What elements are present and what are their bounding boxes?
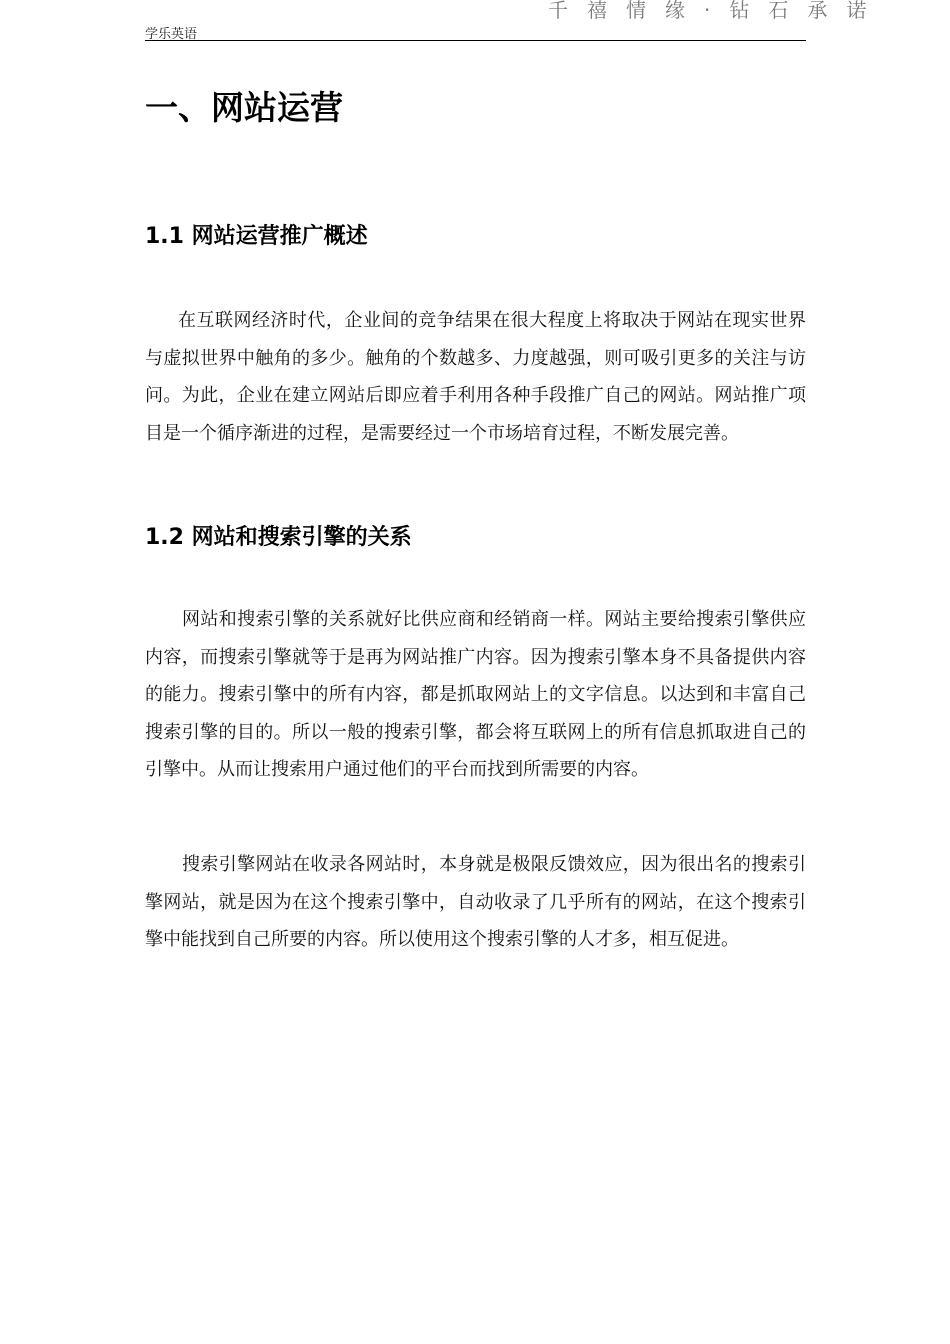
section-1-2-paragraph-1: 网站和搜索引擎的关系就好比供应商和经销商一样。网站主要给搜索引擎供应内容，而搜索引擎就等于是再为网站推广内容。因为搜索引擎本身不具备提供内容的能力。搜索引擎中的所有内容，都是抓取网站上的文字信息。以达到和丰富自己搜索引擎的目的。所以一般的搜索引擎，都会将互联网上的所有信息抓取进自己的引擎中。从而让搜索用户通过他们的平台而找到所需要的内容。: [145, 609, 806, 780]
header-divider: [145, 40, 806, 41]
header-label: 学乐英语: [145, 27, 198, 42]
section-title-1-2: 1.2 网站和搜索引擎的关系: [145, 525, 412, 550]
section-title-1-1: 1.1 网站运营推广概述: [145, 224, 368, 249]
section-1-2-paragraph-2: 搜索引擎网站在收录各网站时，本身就是极限反馈效应，因为很出名的搜索引擎网站，就是因为在这个搜索引擎中，自动收录了几乎所有的网站，在这个搜索引擎中能找到自己所要的内容。所以使用这个搜索引擎的人才多，相互促进。: [145, 854, 806, 950]
section-1-1-paragraph: 在互联网经济时代，企业间的竞争结果在很大程度上将取决于网站在现实世界与虚拟世界中触角的多少。触角的个数越多、力度越强，则可吸引更多的关注与访问。为此，企业在建立网站后即应着手利用各种手段推广自己的网站。网站推广项目是一个循序渐进的过程，是需要经过一个市场培育过程，不断发展完善。: [145, 310, 806, 444]
chapter-title: 一、网站运营: [145, 88, 343, 127]
header-watermark: 千禧情缘·钻石承诺: [548, 0, 886, 22]
